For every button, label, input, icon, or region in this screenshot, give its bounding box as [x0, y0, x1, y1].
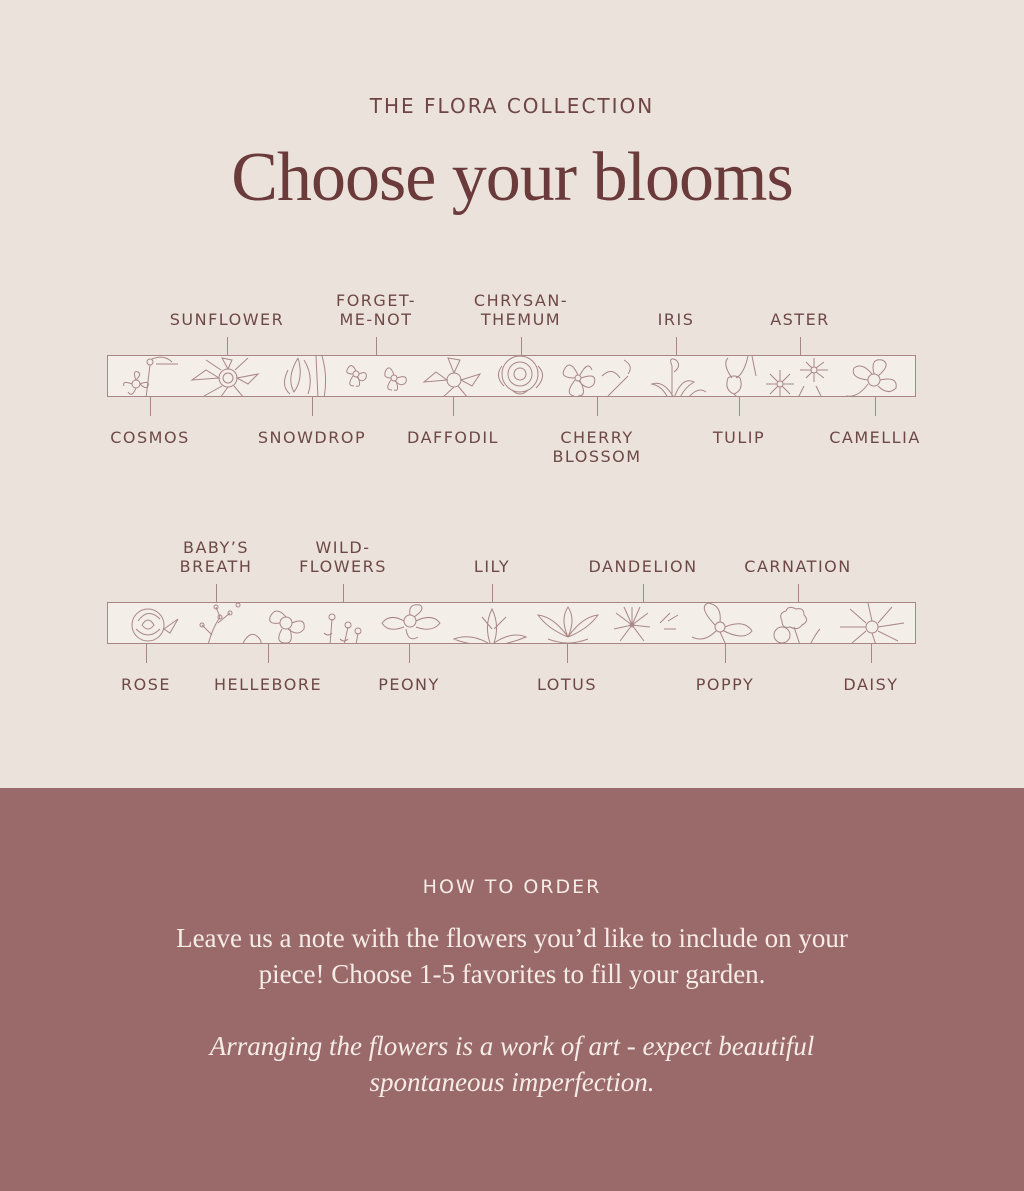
tulip-illustration-icon [726, 356, 756, 397]
flower-label-wildflowers: WILD- FLOWERS [299, 538, 387, 576]
babys-breath-illustration-icon [200, 603, 240, 644]
flower-label-poppy: POPPY [695, 675, 755, 694]
flower-label-lily: LILY [473, 557, 511, 576]
order-instructions: Leave us a note with the flowers you’d like to include on your piece! Choose 1-5 favorites to fill your garden. [176, 923, 848, 989]
flower-label-cosmos: COSMOS [110, 428, 190, 447]
label-connector [376, 337, 377, 355]
dandelion-illustration-icon [614, 607, 678, 641]
flower-label-tulip: TULIP [712, 428, 766, 447]
hellebore-illustration-icon [242, 611, 304, 644]
daisy-illustration-icon [840, 603, 904, 644]
peony-illustration-icon [382, 605, 440, 639]
flower-label-daffodil: DAFFODIL [407, 428, 499, 447]
label-connector [597, 397, 598, 416]
label-connector [739, 397, 740, 416]
flower-label-snowdrop: SNOWDROP [257, 428, 367, 447]
flower-label-iris: IRIS [657, 310, 695, 329]
snowdrop-illustration-icon [284, 356, 325, 397]
label-connector [409, 644, 410, 663]
label-connector [453, 397, 454, 416]
label-connector [875, 397, 876, 416]
label-connector [492, 584, 493, 602]
iris-illustration-icon [652, 359, 706, 397]
how-to-order-panel [0, 788, 1024, 1191]
cosmos-illustration-icon [124, 357, 178, 397]
flower-label-carnation: CARNATION [744, 557, 852, 576]
label-connector [216, 584, 217, 602]
camellia-illustration-icon [846, 360, 896, 396]
cherry-blossom-illustration-icon [563, 360, 630, 396]
arrangement-note: Arranging the flowers is a work of art - expect beautiful spontaneous imperfection. [209, 1031, 815, 1097]
label-connector [227, 337, 228, 355]
flower-label-sunflower: SUNFLOWER [169, 310, 285, 329]
flower-label-aster: ASTER [770, 310, 830, 329]
label-connector [312, 397, 313, 416]
label-connector [146, 644, 147, 663]
collection-eyebrow: THE FLORA COLLECTION [369, 94, 655, 118]
forget-me-not-illustration-icon [347, 366, 407, 391]
flower-strip-row2 [107, 602, 916, 644]
label-connector [725, 644, 726, 663]
label-connector [150, 397, 151, 416]
flower-label-babys-breath: BABY’S BREATH [179, 538, 253, 576]
rose-illustration-icon [132, 609, 178, 641]
page-title: Choose your blooms [231, 139, 793, 216]
flower-label-peony: PEONY [378, 675, 440, 694]
flower-strip-row1 [107, 355, 916, 397]
label-connector [798, 584, 799, 602]
carnation-illustration-icon [774, 607, 820, 644]
daffodil-illustration-icon [424, 358, 480, 397]
flower-label-lotus: LOTUS [536, 675, 598, 694]
flower-label-dandelion: DANDELION [588, 557, 698, 576]
label-connector [643, 584, 644, 602]
label-connector [343, 584, 344, 602]
label-connector [268, 644, 269, 663]
flower-label-chrysanthemum: CHRYSAN- THEMUM [473, 291, 569, 329]
how-to-order-heading: HOW TO ORDER [422, 876, 602, 898]
label-connector [871, 644, 872, 663]
label-connector [800, 337, 801, 355]
lotus-illustration-icon [538, 607, 598, 643]
lily-illustration-icon [454, 609, 526, 644]
flower-label-rose: ROSE [121, 675, 171, 694]
sunflower-illustration-icon [192, 358, 258, 397]
aster-illustration-icon [766, 358, 828, 397]
label-connector [676, 337, 677, 355]
chrysanthemum-illustration-icon [498, 356, 542, 394]
label-connector [521, 337, 522, 355]
wildflowers-illustration-icon [324, 614, 361, 644]
flower-label-camellia: CAMELLIA [829, 428, 921, 447]
flower-label-forget-me-not: FORGET- ME-NOT [336, 291, 416, 329]
flower-label-cherry-blossom: CHERRY BLOSSOM [552, 428, 642, 466]
label-connector [567, 644, 568, 663]
poppy-illustration-icon [692, 603, 752, 644]
flower-label-daisy: DAISY [843, 675, 899, 694]
flower-label-hellebore: HELLEBORE [213, 675, 323, 694]
